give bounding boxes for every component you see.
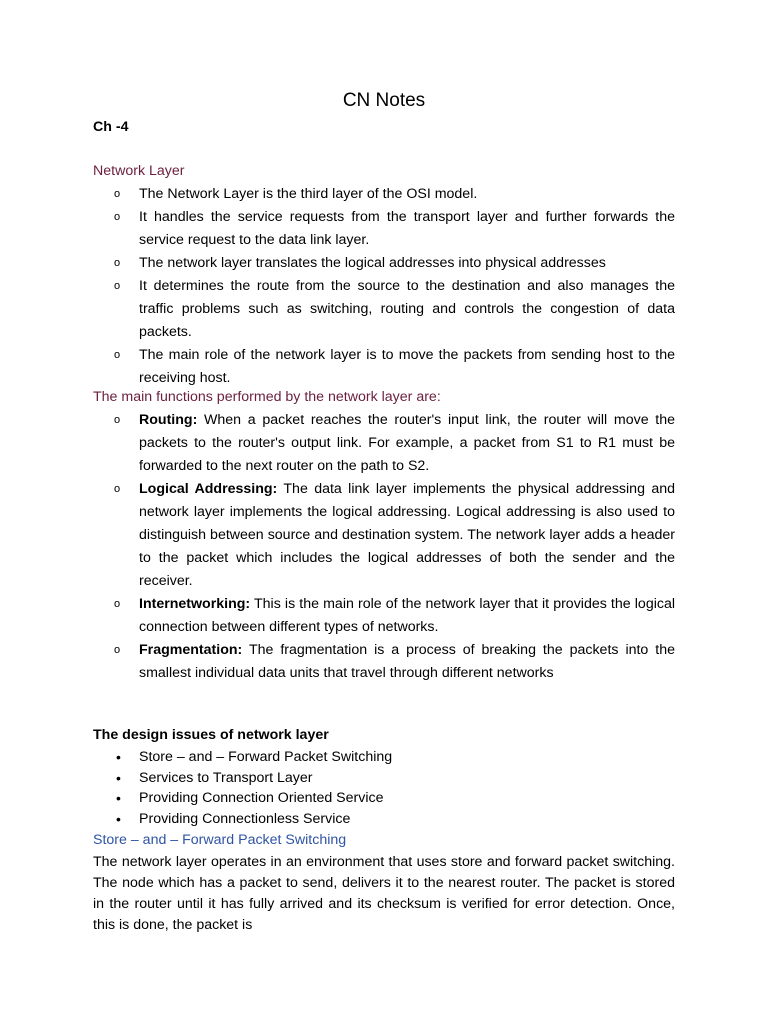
chapter-label: Ch -4 <box>93 119 129 135</box>
list-item: o Fragmentation: The fragmentation is a process of breaking the packets into the smallest individual data units that travel through different networks <box>93 639 675 685</box>
term-internetworking: Internetworking: <box>139 596 251 612</box>
hollow-bullet-icon: o <box>114 349 121 361</box>
list-item: o It determines the route from the source to the destination and also manages the traffic problems such as switching, routing and controls the congestion of data packets. <box>93 275 675 344</box>
list-item: o The Network Layer is the third layer of the OSI model. <box>93 183 675 206</box>
document-title: CN Notes <box>342 90 426 111</box>
hollow-bullet-icon: o <box>114 280 121 292</box>
term-fragmentation: Fragmentation: <box>139 642 243 658</box>
design-issues-list <box>93 747 675 829</box>
hollow-bullet-icon: o <box>114 483 121 495</box>
list-item: o Routing: When a packet reaches the router's input link, the router will move the packets to the router's output link. For example, a packet from S1 to R1 must be forwarded to the next router on the path to S2. <box>93 409 675 478</box>
hollow-bullet-icon: o <box>114 257 121 269</box>
hollow-bullet-icon: o <box>114 598 121 610</box>
section-heading-functions: The main functions performed by the network layer are: <box>93 389 441 405</box>
list-item: • Store – and – Forward Packet Switching <box>93 747 675 768</box>
list-item: o Internetworking: This is the main role of the network layer that it provides the logical connection between different types of networks. <box>93 593 675 639</box>
store-forward-paragraph: The network layer operates in an environment that uses store and forward packet switching. The node which has a packet to send, delivers it to the nearest router. The packet is stored in the router until it has fully arrived and its checksum is verified for error detection. Once, this is done, the packet is <box>93 854 675 933</box>
list-item: o The network layer translates the logical addresses into physical addresses <box>93 252 675 275</box>
list-item: o The main role of the network layer is to move the packets from sending host to the receiving host. <box>93 344 675 390</box>
hollow-bullet-icon: o <box>114 211 121 223</box>
bullet-icon: • <box>116 769 121 786</box>
hollow-bullet-icon: o <box>114 188 121 200</box>
section-heading-network-layer: Network Layer <box>93 163 185 179</box>
list-item: • Services to Transport Layer <box>93 768 675 789</box>
list-item: o It handles the service requests from the transport layer and further forwards the service request to the data link layer. <box>93 206 675 252</box>
network-layer-list <box>93 183 675 390</box>
section-heading-store-forward: Store – and – Forward Packet Switching <box>93 832 347 848</box>
bullet-icon: • <box>116 749 121 765</box>
term-logical-addressing: Logical Addressing: <box>139 481 278 497</box>
term-routing: Routing: <box>139 412 198 428</box>
list-item: • Providing Connectionless Service <box>93 809 675 830</box>
list-item: • Providing Connection Oriented Service <box>93 788 675 809</box>
bullet-icon: • <box>116 810 121 827</box>
functions-list <box>93 409 675 685</box>
hollow-bullet-icon: o <box>114 644 121 656</box>
list-item: o Logical Addressing: The data link layer implements the physical addressing and network layer implements the logical addressing. Logical addressing is also used to distinguish between source and destination system. The network layer adds a header to the packet which includes the logical addresses of both the sender and the receiver. <box>93 478 675 593</box>
hollow-bullet-icon: o <box>114 414 121 426</box>
section-heading-design-issues: The design issues of network layer <box>93 727 329 743</box>
bullet-icon: • <box>116 790 121 807</box>
